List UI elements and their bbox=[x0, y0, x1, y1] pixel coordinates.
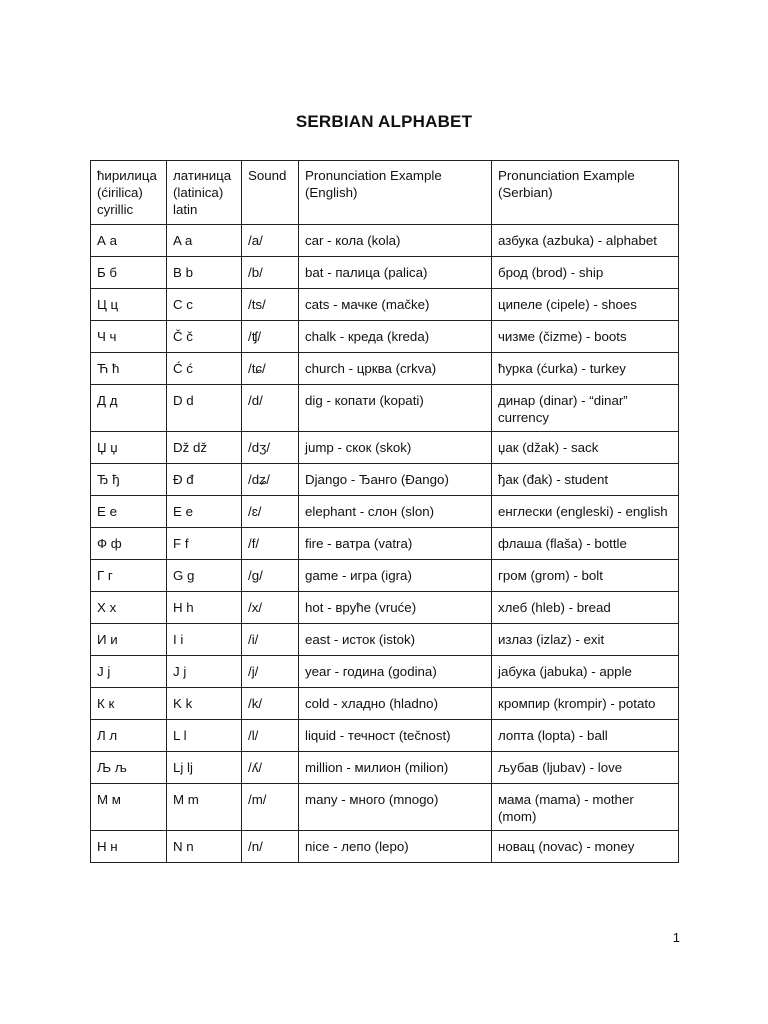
table-row bbox=[91, 752, 679, 784]
english-word: cats bbox=[305, 297, 330, 312]
english-word: chalk bbox=[305, 329, 337, 344]
english-example-translation: - игра (igra) bbox=[338, 568, 412, 583]
latin-letter-cell: L l bbox=[167, 720, 242, 752]
english-word: year bbox=[305, 664, 331, 679]
serbian-example-cell bbox=[492, 353, 679, 385]
header-sound: Sound bbox=[242, 161, 299, 225]
cyrillic-letter-cell: Г г bbox=[91, 560, 167, 592]
cyrillic-letter-cell: К к bbox=[91, 688, 167, 720]
english-example-translation: - црква (crkva) bbox=[344, 361, 437, 376]
english-example-translation: - хладно (hladno) bbox=[329, 696, 439, 711]
page-title: SERBIAN ALPHABET bbox=[295, 112, 473, 131]
cyrillic-letter-cell: Ђ ђ bbox=[91, 464, 167, 496]
english-example-cell bbox=[299, 353, 492, 385]
alphabet-table bbox=[90, 160, 679, 863]
english-example-cell bbox=[299, 289, 492, 321]
serbian-example-word: гром (grom) - bbox=[498, 568, 582, 583]
serbian-example-word: кромпир (krompir) - bbox=[498, 696, 619, 711]
serbian-example-cell bbox=[492, 225, 679, 257]
table-row bbox=[91, 353, 679, 385]
serbian-example-meaning: english bbox=[625, 504, 668, 519]
english-example-cell bbox=[299, 831, 492, 863]
cyrillic-letter-cell: Х х bbox=[91, 592, 167, 624]
english-example-translation: - палица (palica) bbox=[323, 265, 428, 280]
cyrillic-letter-cell: Д д bbox=[91, 385, 167, 432]
cyrillic-letter-cell: М м bbox=[91, 784, 167, 831]
table-row bbox=[91, 624, 679, 656]
english-example-cell bbox=[299, 464, 492, 496]
english-word: bat bbox=[305, 265, 324, 280]
english-example-translation: - лепо (lepo) bbox=[329, 839, 409, 854]
sound-cell: /ts/ bbox=[242, 289, 299, 321]
serbian-example-meaning: turkey bbox=[589, 361, 626, 376]
cyrillic-letter-cell: Ч ч bbox=[91, 321, 167, 353]
english-word: dig bbox=[305, 393, 323, 408]
serbian-example-meaning: bolt bbox=[581, 568, 603, 583]
cyrillic-letter-cell: Ћ ћ bbox=[91, 353, 167, 385]
table-row bbox=[91, 831, 679, 863]
serbian-example-word: ћурка (ćurka) - bbox=[498, 361, 590, 376]
english-example-cell bbox=[299, 528, 492, 560]
serbian-example-word: хлеб (hleb) - bbox=[498, 600, 577, 615]
header-english-example: Pronunciation Example (English) bbox=[299, 161, 492, 225]
table-row bbox=[91, 289, 679, 321]
serbian-example-word: чизме (čizme) - bbox=[498, 329, 595, 344]
table-row bbox=[91, 225, 679, 257]
cyrillic-letter-cell: Ф ф bbox=[91, 528, 167, 560]
serbian-example-cell bbox=[492, 289, 679, 321]
english-example-cell bbox=[299, 688, 492, 720]
sound-cell: /d/ bbox=[242, 385, 299, 432]
page-number: 1 bbox=[672, 930, 680, 945]
serbian-example-word: љубав (ljubav) - bbox=[498, 760, 598, 775]
table-row bbox=[91, 656, 679, 688]
english-example-translation: - Ђанго (Đango) bbox=[347, 472, 449, 487]
latin-letter-cell: Č č bbox=[167, 321, 242, 353]
serbian-example-meaning: exit bbox=[583, 632, 605, 647]
latin-letter-cell: G g bbox=[167, 560, 242, 592]
sound-cell: /i/ bbox=[242, 624, 299, 656]
serbian-example-word: лопта (lopta) - bbox=[498, 728, 588, 743]
sound-cell: /l/ bbox=[242, 720, 299, 752]
table-row bbox=[91, 560, 679, 592]
latin-letter-cell: D d bbox=[167, 385, 242, 432]
english-example-translation: - ватра (vatra) bbox=[323, 536, 413, 551]
english-example-cell bbox=[299, 432, 492, 464]
table-row bbox=[91, 321, 679, 353]
serbian-example-cell bbox=[492, 784, 679, 831]
table-row bbox=[91, 385, 679, 432]
serbian-example-meaning: shoes bbox=[601, 297, 637, 312]
latin-letter-cell: I i bbox=[167, 624, 242, 656]
serbian-example-cell bbox=[492, 385, 679, 432]
cyrillic-letter-cell: Ј ј bbox=[91, 656, 167, 688]
english-example-cell bbox=[299, 592, 492, 624]
english-word: jump bbox=[305, 440, 334, 455]
serbian-example-cell bbox=[492, 257, 679, 289]
serbian-example-cell bbox=[492, 496, 679, 528]
serbian-example-meaning: money bbox=[594, 839, 635, 854]
serbian-example-word: џак (džak) - bbox=[498, 440, 572, 455]
table-row bbox=[91, 784, 679, 831]
latin-letter-cell: C c bbox=[167, 289, 242, 321]
sound-cell: /b/ bbox=[242, 257, 299, 289]
english-example-translation: - година (godina) bbox=[330, 664, 437, 679]
table-row bbox=[91, 688, 679, 720]
serbian-example-meaning: sack bbox=[571, 440, 599, 455]
latin-letter-cell: N n bbox=[167, 831, 242, 863]
serbian-example-word: брод (brod) - bbox=[498, 265, 579, 280]
serbian-example-meaning: bread bbox=[576, 600, 611, 615]
sound-cell: /a/ bbox=[242, 225, 299, 257]
sound-cell: /tɕ/ bbox=[242, 353, 299, 385]
english-word: many bbox=[305, 792, 338, 807]
latin-letter-cell: E e bbox=[167, 496, 242, 528]
serbian-example-meaning: bottle bbox=[594, 536, 627, 551]
english-example-translation: - много (mnogo) bbox=[337, 792, 439, 807]
sound-cell: /dʒ/ bbox=[242, 432, 299, 464]
sound-cell: /n/ bbox=[242, 831, 299, 863]
english-example-cell bbox=[299, 321, 492, 353]
english-example-translation: - слон (slon) bbox=[356, 504, 435, 519]
sound-cell: /g/ bbox=[242, 560, 299, 592]
latin-letter-cell: H h bbox=[167, 592, 242, 624]
serbian-example-meaning: boots bbox=[594, 329, 627, 344]
serbian-example-word: ђак (đak) - bbox=[498, 472, 565, 487]
english-example-cell bbox=[299, 624, 492, 656]
serbian-example-cell bbox=[492, 752, 679, 784]
english-example-translation: - скок (skok) bbox=[333, 440, 412, 455]
table-row bbox=[91, 257, 679, 289]
cyrillic-letter-cell: Б б bbox=[91, 257, 167, 289]
cyrillic-letter-cell: И и bbox=[91, 624, 167, 656]
header-latin: латиница (latinica) latin bbox=[167, 161, 242, 225]
english-word: car bbox=[305, 233, 324, 248]
sound-cell: /m/ bbox=[242, 784, 299, 831]
table-row bbox=[91, 464, 679, 496]
cyrillic-letter-cell: Е е bbox=[91, 496, 167, 528]
english-word: hot bbox=[305, 600, 324, 615]
serbian-example-cell bbox=[492, 624, 679, 656]
english-word: church bbox=[305, 361, 345, 376]
sound-cell: /k/ bbox=[242, 688, 299, 720]
latin-letter-cell: B b bbox=[167, 257, 242, 289]
serbian-example-meaning: mother (mom) bbox=[498, 792, 634, 824]
english-example-translation: - милион (milion) bbox=[342, 760, 449, 775]
serbian-example-cell bbox=[492, 656, 679, 688]
serbian-example-meaning: “dinar” currency bbox=[498, 393, 628, 425]
serbian-example-cell bbox=[492, 321, 679, 353]
english-example-translation: - копати (kopati) bbox=[322, 393, 424, 408]
header-serbian-example: Pronunciation Example (Serbian) bbox=[492, 161, 679, 225]
serbian-example-cell bbox=[492, 432, 679, 464]
cyrillic-letter-cell: Л л bbox=[91, 720, 167, 752]
english-word: Django bbox=[305, 472, 348, 487]
serbian-example-meaning: love bbox=[597, 760, 623, 775]
english-word: fire bbox=[305, 536, 324, 551]
serbian-example-meaning: potato bbox=[618, 696, 656, 711]
latin-letter-cell: Dž dž bbox=[167, 432, 242, 464]
latin-letter-cell: Lj lj bbox=[167, 752, 242, 784]
english-word: nice bbox=[305, 839, 330, 854]
serbian-example-meaning: alphabet bbox=[605, 233, 657, 248]
english-word: elephant bbox=[305, 504, 357, 519]
latin-letter-cell: Ć ć bbox=[167, 353, 242, 385]
serbian-example-word: ципеле (cipele) - bbox=[498, 297, 602, 312]
english-example-cell bbox=[299, 560, 492, 592]
english-example-cell bbox=[299, 720, 492, 752]
latin-letter-cell: F f bbox=[167, 528, 242, 560]
latin-letter-cell: A a bbox=[167, 225, 242, 257]
serbian-example-meaning: ship bbox=[578, 265, 604, 280]
serbian-example-cell bbox=[492, 528, 679, 560]
english-example-cell bbox=[299, 656, 492, 688]
cyrillic-letter-cell: Ц ц bbox=[91, 289, 167, 321]
english-word: million bbox=[305, 760, 343, 775]
english-example-cell bbox=[299, 784, 492, 831]
english-example-cell bbox=[299, 257, 492, 289]
english-example-translation: - вруће (vruće) bbox=[323, 600, 417, 615]
english-example-translation: - мачке (mačke) bbox=[329, 297, 430, 312]
serbian-example-meaning: apple bbox=[599, 664, 632, 679]
serbian-example-word: мама (mama) - bbox=[498, 792, 593, 807]
cyrillic-letter-cell: А а bbox=[91, 225, 167, 257]
english-example-cell bbox=[299, 385, 492, 432]
cyrillic-letter-cell: Џ џ bbox=[91, 432, 167, 464]
english-word: liquid bbox=[305, 728, 337, 743]
sound-cell: /f/ bbox=[242, 528, 299, 560]
cyrillic-letter-cell: Н н bbox=[91, 831, 167, 863]
serbian-example-cell bbox=[492, 831, 679, 863]
serbian-example-meaning: student bbox=[564, 472, 609, 487]
sound-cell: /j/ bbox=[242, 656, 299, 688]
table-row bbox=[91, 592, 679, 624]
cyrillic-letter-cell: Љ љ bbox=[91, 752, 167, 784]
english-word: cold bbox=[305, 696, 330, 711]
header-cyrillic: ћирилица (ćirilica) cyrillic bbox=[91, 161, 167, 225]
sound-cell: /ʎ/ bbox=[242, 752, 299, 784]
english-word: east bbox=[305, 632, 331, 647]
serbian-example-word: флаша (flaša) - bbox=[498, 536, 595, 551]
sound-cell: /ʧ/ bbox=[242, 321, 299, 353]
serbian-example-cell bbox=[492, 720, 679, 752]
table-row bbox=[91, 720, 679, 752]
serbian-example-word: новац (novac) - bbox=[498, 839, 595, 854]
latin-letter-cell: Đ đ bbox=[167, 464, 242, 496]
latin-letter-cell: K k bbox=[167, 688, 242, 720]
table-row bbox=[91, 528, 679, 560]
table-header-row bbox=[91, 161, 679, 225]
latin-letter-cell: M m bbox=[167, 784, 242, 831]
english-example-cell bbox=[299, 225, 492, 257]
serbian-example-word: азбука (azbuka) - bbox=[498, 233, 606, 248]
serbian-example-word: излаз (izlaz) - bbox=[498, 632, 584, 647]
table-row bbox=[91, 496, 679, 528]
english-example-translation: - исток (istok) bbox=[330, 632, 416, 647]
latin-letter-cell: J j bbox=[167, 656, 242, 688]
serbian-example-word: енглески (engleski) - bbox=[498, 504, 626, 519]
serbian-example-word: јабука (jabuka) - bbox=[498, 664, 600, 679]
serbian-example-word: динар (dinar) - bbox=[498, 393, 590, 408]
sound-cell: /dʑ/ bbox=[242, 464, 299, 496]
english-example-translation: - креда (kreda) bbox=[336, 329, 430, 344]
english-example-cell bbox=[299, 752, 492, 784]
english-word: game bbox=[305, 568, 339, 583]
sound-cell: /ɛ/ bbox=[242, 496, 299, 528]
serbian-example-cell bbox=[492, 688, 679, 720]
serbian-example-meaning: ball bbox=[587, 728, 608, 743]
sound-cell: /x/ bbox=[242, 592, 299, 624]
serbian-example-cell bbox=[492, 560, 679, 592]
serbian-example-cell bbox=[492, 464, 679, 496]
english-example-cell bbox=[299, 496, 492, 528]
english-example-translation: - кола (kola) bbox=[323, 233, 401, 248]
serbian-example-cell bbox=[492, 592, 679, 624]
english-example-translation: - течност (tečnost) bbox=[336, 728, 451, 743]
table-row bbox=[91, 432, 679, 464]
